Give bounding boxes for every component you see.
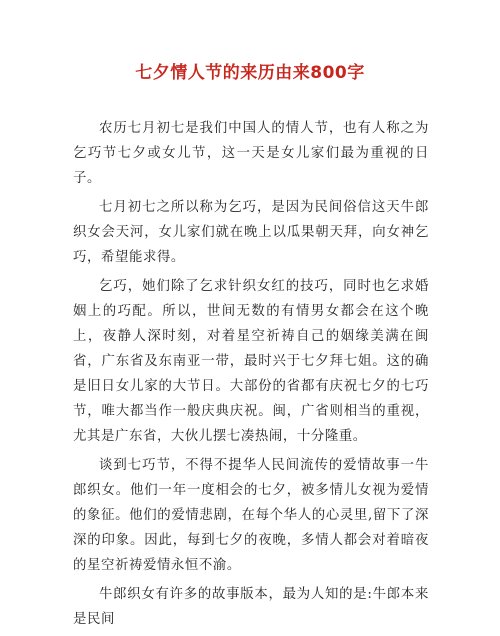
paragraph: 乞巧，她们除了乞求针织女红的技巧，同时也乞求婚姻上的巧配。所以，世间无数的有情男女都会在这个晚上，夜静人深时刻，对着星空祈祷自己的姻缘美满在闽省，广东省及东南亚一带，最时兴于七夕拜七姐。这的确是旧日女儿家的大节日。大部份的省都有庆祝七夕的七巧节，唯大都当作一般庆典庆祝。闽，广省则相当的重视，尤其是广东省，大伙儿摆七凑热闹，十分隆重。 (73, 279, 429, 444)
document-body (73, 116, 429, 636)
paragraph: 谈到七巧节，不得不提华人民间流传的爱情故事一牛郎织女。他们一年一度相会的七夕，被多情儿女视为爱情的象征。他们的爱情悲剧，在每个华人的心灵里,留下了深深的印象。因此，每到七夕的夜晚，多情人都会对着暗夜的星空祈祷爱情永恒不渝。 (73, 458, 429, 573)
paragraph: 农历七月初七是我们中国人的情人节，也有人称之为乞巧节七夕或女儿节，这一天是女儿家们最为重视的日子。 (73, 121, 429, 186)
paragraph: 牛郎织女有许多的故事版本，最为人知的是:牛郎本来是民间 (73, 587, 429, 627)
paragraph: 七月初七之所以称为乞巧，是因为民间俗信这天牛郎织女会天河，女儿家们就在晚上以瓜果朝天拜，向女神乞巧，希望能求得。 (73, 200, 429, 265)
document-title: 七夕情人节的来历由来800字 (135, 63, 365, 83)
